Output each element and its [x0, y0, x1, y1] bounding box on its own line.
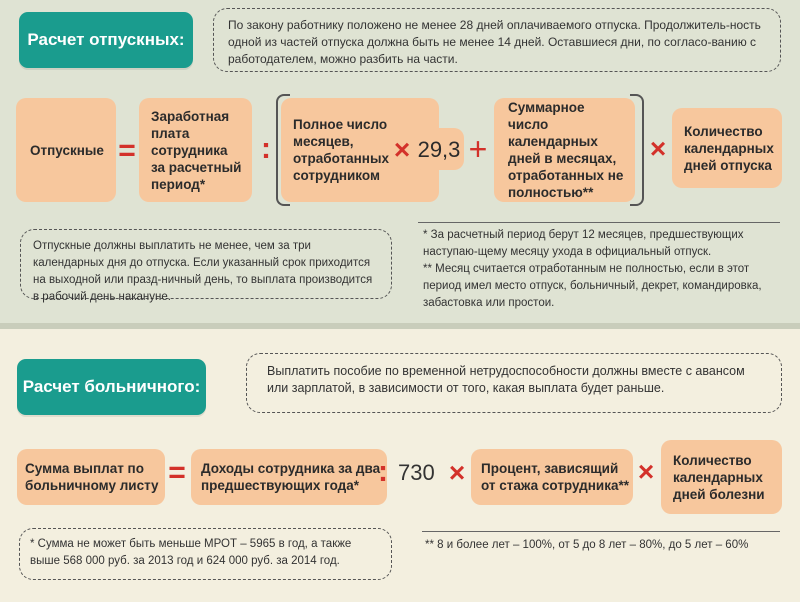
salary-box: Заработная плата сотрудника за расчетный период* [139, 98, 252, 202]
times-sign: × [393, 134, 411, 165]
vacation-days-box: Количество календарных дней отпуска [672, 108, 782, 188]
sick-leave-title: Расчет больничного: [17, 359, 206, 415]
sick-days-box: Количество календарных дней болезни [661, 440, 782, 514]
plus-sign: + [468, 130, 488, 167]
full-months-box: Полное число месяцев, отработанных сотрудником [281, 98, 439, 202]
coefficient-29-3: 29,3 [414, 128, 464, 170]
equals-sign: = [118, 134, 136, 167]
sick-pay-box: Сумма выплат по больничному листу [17, 449, 165, 505]
percent-box: Процент, зависящий от стажа сотрудника** [471, 449, 633, 505]
payment-deadline-note: Отпускные должны выплатить не менее, чем за три календарных дня до отпуска. Если указанный срок приходится на выходной или празд-ничный день, то выплата производится в рабочий день накануне. [20, 229, 392, 299]
footnote-line [418, 222, 780, 223]
times-sign-4: × [637, 456, 655, 487]
times-sign-2: × [649, 133, 667, 164]
vacation-pay-box: Отпускные [16, 98, 116, 202]
vacation-title: Расчет отпускных: [19, 12, 193, 68]
footnote-line-2 [422, 531, 780, 532]
footnote-billing-period: * За расчетный период берут 12 месяцев, предшествующих наступаю-щему месяцу ухода в официальный отпуск. [423, 229, 744, 258]
section-divider [0, 323, 800, 329]
times-sign-3: × [448, 457, 466, 488]
right-bracket [630, 94, 644, 206]
equals-sign-2: = [168, 456, 186, 489]
partial-days-box: Суммарное число календарных дней в месяцах, отработанных не полностью** [494, 98, 635, 202]
sick-footnote-minimum: * Сумма не может быть меньше МРОТ – 5965 в год, а также выше 568 000 руб. за 2013 год и 624 000 руб. за 2014 год. [19, 528, 392, 580]
coefficient-730: 730 [398, 460, 435, 485]
divide-sign: : [261, 132, 271, 165]
footnote-partial-month: ** Месяц считается отработанным не полностью, если в этот период имел место отпуск, больничный, декрет, командировка, забастовка или простои. [423, 263, 762, 309]
sick-footnote-percent: ** 8 и более лет – 100%, от 5 до 8 лет – 80%, до 5 лет – 60% [425, 539, 749, 551]
income-box: Доходы сотрудника за два предшествующих года* [191, 449, 387, 505]
vacation-intro: По закону работнику положено не менее 28 дней оплачиваемого отпуска. Продолжитель-ность одной из частей отпуска должна быть не менее 14 дней. Оставшиеся дни, по согласо-ванию с работодателем, можно разбить на части. [213, 8, 781, 72]
sick-leave-intro: Выплатить пособие по временной нетрудоспособности должны вместе с авансом или зарплатой, в зависимости от того, какая выплата будет раньше. [246, 353, 782, 413]
divide-sign-2: : [378, 455, 388, 488]
